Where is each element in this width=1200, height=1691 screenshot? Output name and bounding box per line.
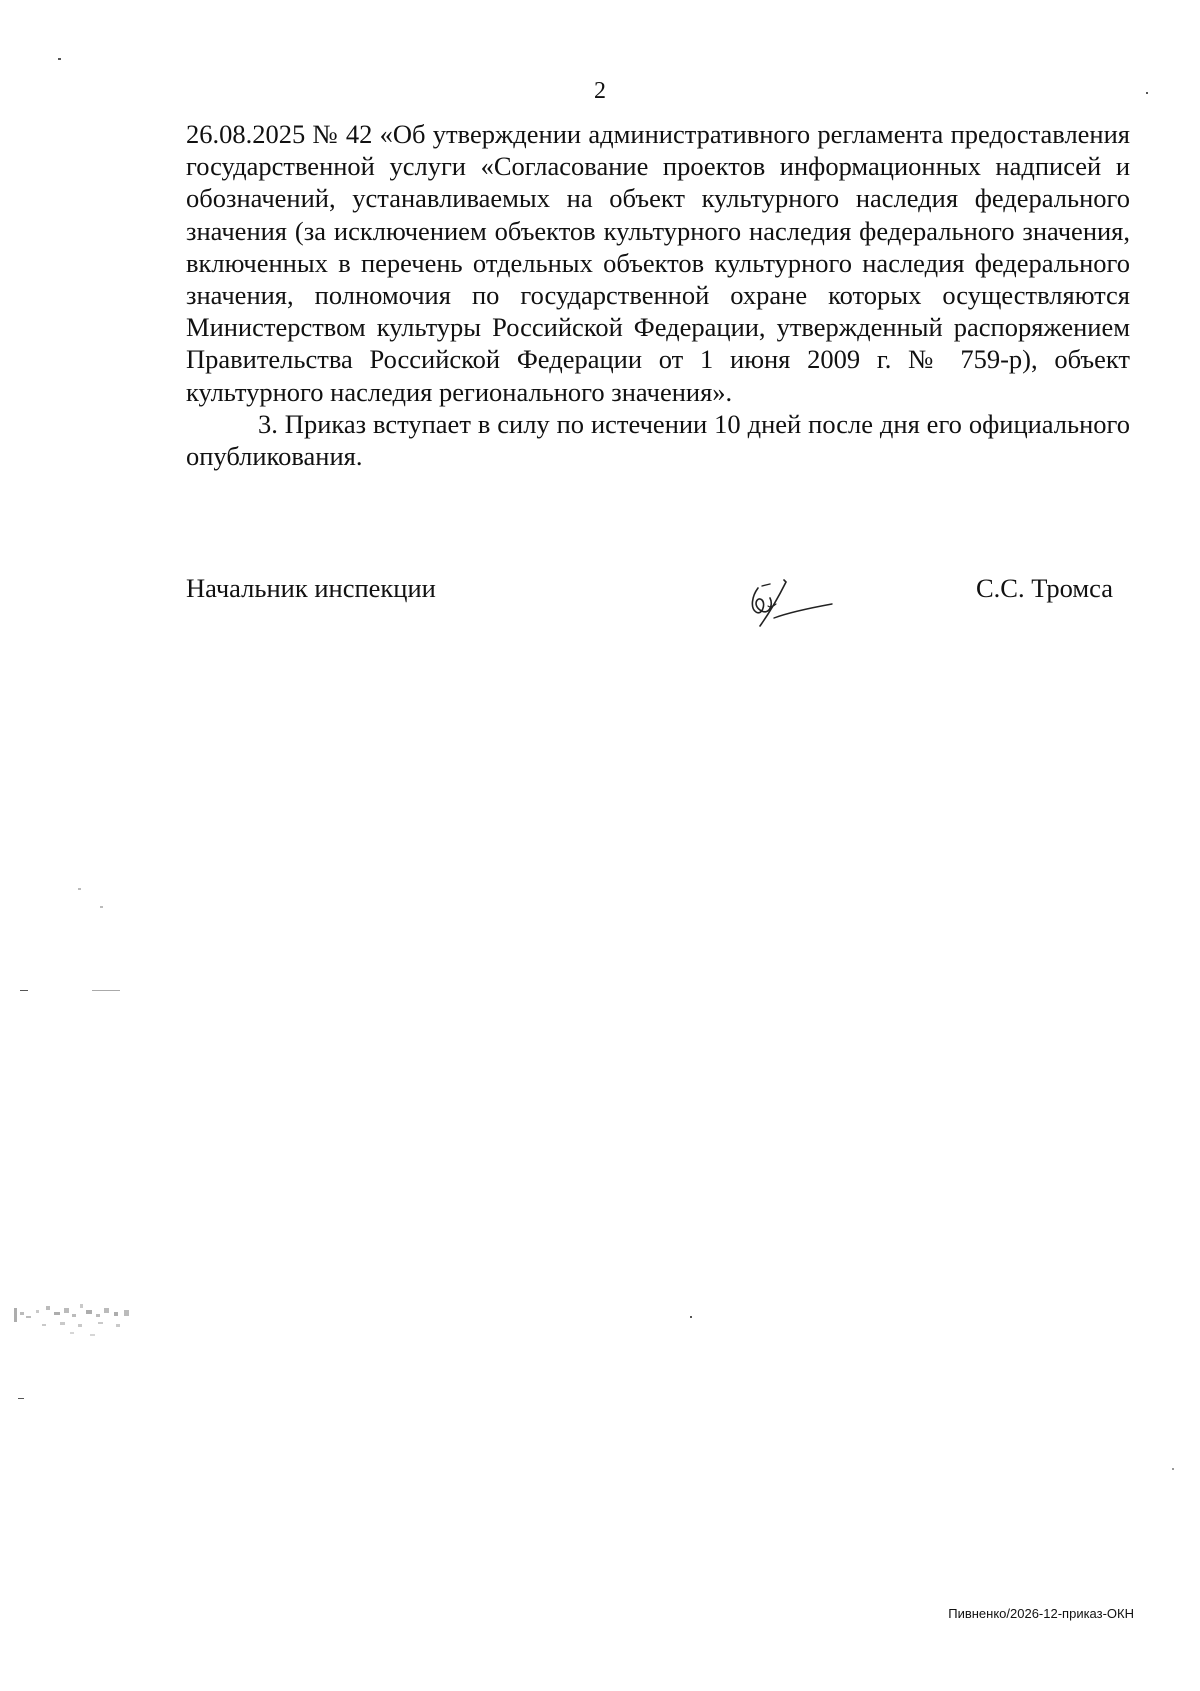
paragraph-item-3: 3. Приказ вступает в силу по истечении 10 дней после дня его официального опубликования. <box>186 408 1130 472</box>
scan-speck <box>20 990 28 991</box>
signatory-name: С.С. Тромса <box>976 573 1114 603</box>
scan-speck <box>690 1316 692 1318</box>
scan-speck <box>78 888 81 890</box>
scan-speck <box>1146 92 1148 94</box>
scan-speck <box>92 990 120 991</box>
scan-speck <box>100 906 103 908</box>
paragraph-continuation: 26.08.2025 № 42 «Об утверждении административного регламента предоставления государственной услуги «Согласование проектов информационных надписей и обозначений, устанавливаемых на объект культурного наследия федерального значения (за исключением объектов культурного наследия федерального значения, включенных в перечень отдельных объектов культурного наследия федерального значения, полномочия по государственной охране которых осуществляются Министерством культуры Российской Федерации, утвержденный распоряжением Правительства Российской Федерации от 1 июня 2009 г. № 759-р), объект культурного наследия регионального значения». <box>186 119 1130 407</box>
document-body <box>186 118 1130 472</box>
page-number: 2 <box>594 78 606 104</box>
scan-speck <box>58 58 61 60</box>
scan-noise-patch <box>12 1300 136 1352</box>
handwritten-signature <box>740 560 840 640</box>
scan-speck <box>18 1398 24 1399</box>
scan-speck <box>1172 1468 1174 1470</box>
signatory-position: Начальник инспекции <box>186 573 436 603</box>
footer-document-code: Пивненко/2026-12-приказ-ОКН <box>948 1606 1134 1621</box>
